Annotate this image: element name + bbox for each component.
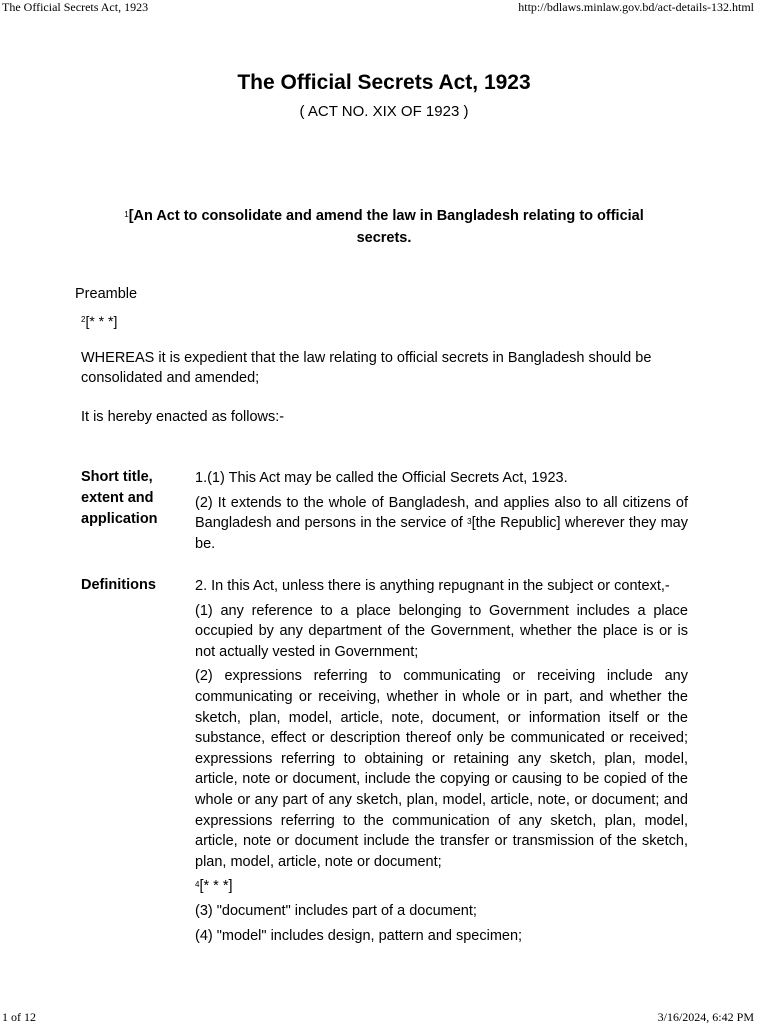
section-1-subsection-2 [195,493,688,555]
section-1-subsection-1: 1.(1) This Act may be called the Official Secrets Act, 1923. [195,470,568,486]
section-2-clause-2: (2) expressions referring to communicating or receiving include any communicating or receiving, whether in whole or in part, and whether the sketch, plan, model, article, note, document, or information itself or the substance, effect or description thereof only be communicated or received; expressions referring to obtaining or retaining any sketch, plan, model, article, note or document, include the copying or causing to be copied of the whole or any part of any sketch, plan, model, article, note, or document; and expressions referring to the communication of any sketch, plan, model, article, note or document include the transfer or transmission of the sketch, plan, model, article, note or document; [195,668,688,870]
act-number: ( ACT NO. XIX OF 1923 ) [299,103,469,120]
section-2-marginal-note: Definitions [81,577,156,593]
print-footer [0,1010,768,1024]
omission-text: [* * *] [85,313,118,329]
enacting-clause: It is hereby enacted as follows:- [81,409,285,425]
footnote-marker[interactable]: 4 [195,880,200,890]
omission-text: [* * *] [199,878,233,895]
preamble-omission [81,312,117,330]
section-2-clause-3: (3) "document" includes part of a document; [195,902,477,919]
footnote-marker[interactable]: 3 [467,517,472,527]
print-header [0,0,768,14]
section-2-clause-4: (4) "model" includes design, pattern and specimen; [195,927,523,944]
preamble-heading: Preamble [75,286,138,302]
section-2-clause-1: (1) any reference to a place belonging to Government includes a place occupied by any department of the Government, whether the place is or is not actually vested in Government; [195,602,688,660]
section-2-body [195,576,688,950]
print-header-title: The Official Secrets Act, 1923 [2,0,149,14]
subsection-2-text-b: [the Republic] wherever they may be. [195,515,688,552]
section-2-omission [195,876,688,897]
act-title: The Official Secrets Act, 1923 [237,71,531,94]
act-long-title [100,205,668,249]
subsection-2-text-a: (2) It extends to the whole of Bangladesh, and applies also to all citizens of Bangladesh and persons in the service of [195,494,688,532]
print-header-url: http://bdlaws.minlaw.gov.bd/act-details-132.html [518,0,754,14]
section-1-body [195,468,688,558]
section-1-marginal-note: Short title, extent and application [81,469,158,527]
print-datetime: 3/16/2024, 6:42 PM [657,1010,754,1024]
long-title-text: [An Act to consolidate and amend the law in Bangladesh relating to official secrets. [128,208,644,246]
footnote-marker[interactable]: 1 [124,210,129,219]
page-count: 1 of 12 [2,1010,36,1024]
preamble-whereas: WHEREAS it is expedient that the law relating to official secrets in Bangladesh should be consolidated and amended; [81,350,652,386]
section-2-intro: 2. In this Act, unless there is anything repugnant in the subject or context,- [195,578,670,594]
footnote-marker[interactable]: 2 [81,315,86,324]
